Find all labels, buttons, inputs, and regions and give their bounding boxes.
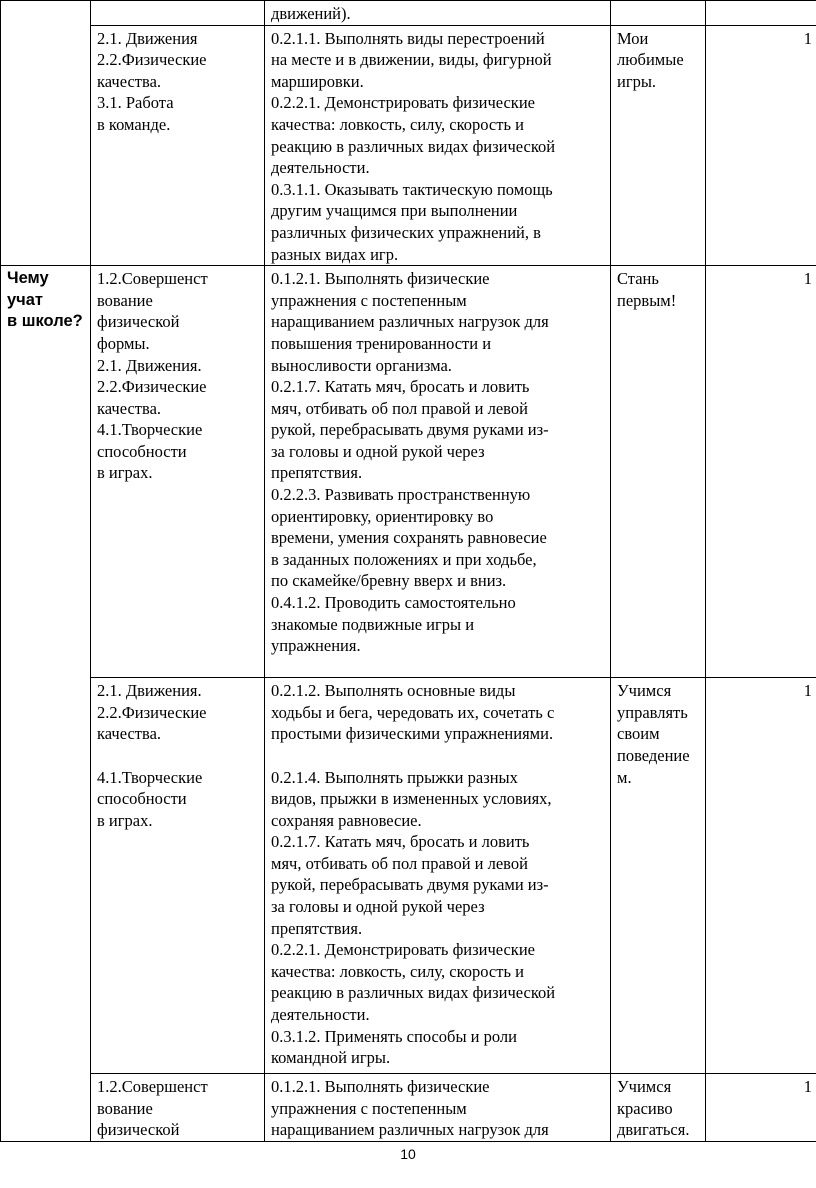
- topic-text: учат: [7, 290, 44, 309]
- hours-cell: [706, 678, 816, 1074]
- objective-text: 0.2.1.1. Выполнять виды перестроений: [271, 28, 545, 48]
- section-text: качества.: [97, 724, 162, 744]
- table-row: [1, 25, 816, 266]
- objective-text: выносливости организма.: [271, 355, 452, 375]
- section-text: качества.: [97, 71, 162, 91]
- lesson-title: своим: [617, 724, 660, 744]
- lesson-cell: [611, 25, 706, 266]
- objective-text: наращиванием различных нагрузок для: [271, 1120, 549, 1140]
- hours-value: 1: [803, 1077, 812, 1097]
- objective-text: разных видах игр.: [271, 244, 399, 264]
- lesson-title: Мои: [617, 28, 649, 48]
- objective-text: 0.2.2.1. Демонстрировать физические: [271, 940, 535, 960]
- objective-text: препятствия.: [271, 463, 363, 483]
- lesson-title: м.: [617, 767, 632, 787]
- objective-text: в заданных положениях и при ходьбе,: [271, 549, 537, 569]
- objective-text: 0.2.1.7. Катать мяч, бросать и ловить: [271, 832, 530, 852]
- table-row: [1, 1, 816, 26]
- section-text: вование: [97, 1098, 153, 1118]
- objective-text: 0.1.2.1. Выполнять физические: [271, 1077, 490, 1097]
- section-text: вование: [97, 290, 153, 310]
- lesson-cell: [611, 1, 706, 26]
- lesson-title: Стань: [617, 269, 659, 289]
- objective-text: [271, 745, 606, 767]
- hours-value: 1: [803, 28, 812, 48]
- section-text: 2.1. Движения: [97, 28, 198, 48]
- lesson-title: поведение: [617, 745, 690, 765]
- section-text: 4.1.Творческие: [97, 420, 203, 440]
- hours-cell: [706, 266, 816, 678]
- objective-text: 0.4.1.2. Проводить самостоятельно: [271, 593, 516, 613]
- objective-text: 0.1.2.1. Выполнять физические: [271, 269, 490, 289]
- table-row: [1, 1074, 816, 1142]
- lesson-cell: [611, 1074, 706, 1142]
- section-text: формы.: [97, 333, 150, 353]
- objective-text: деятельности.: [271, 158, 370, 178]
- section-text: 2.1. Движения.: [97, 355, 202, 375]
- sections-cell: [91, 1074, 265, 1142]
- sections-cell: [91, 678, 265, 1074]
- objectives-cell: [265, 266, 611, 678]
- objective-text: 0.2.1.2. Выполнять основные виды: [271, 681, 516, 701]
- section-text: 2.2.Физические: [97, 50, 207, 70]
- objective-text: видов, прыжки в измененных условиях,: [271, 789, 552, 809]
- section-text: 2.2.Физические: [97, 702, 207, 722]
- table-body: [1, 1, 816, 1142]
- hours-cell: [706, 25, 816, 266]
- lesson-title: любимые: [617, 50, 684, 70]
- objective-text: 0.2.2.1. Демонстрировать физические: [271, 93, 535, 113]
- hours-value: 1: [803, 681, 812, 701]
- objective-text: ориентировку, ориентировку во: [271, 506, 494, 526]
- section-text: в играх.: [97, 463, 153, 483]
- section-text: [97, 745, 260, 767]
- section-text: 1.2.Совершенст: [97, 269, 208, 289]
- objective-text: качества: ловкость, силу, скорость и: [271, 961, 524, 981]
- hours-cell: [706, 1, 816, 26]
- section-text: способности: [97, 441, 187, 461]
- table-row: [1, 266, 816, 678]
- objective-text: препятствия.: [271, 918, 363, 938]
- lesson-title: Учимся: [617, 1077, 672, 1097]
- section-text: физической: [97, 1120, 180, 1140]
- hours-cell: [706, 1074, 816, 1142]
- objective-text: деятельности.: [271, 1005, 370, 1025]
- objectives-cell: [265, 678, 611, 1074]
- section-text: 4.1.Творческие: [97, 767, 203, 787]
- objective-text: повышения тренированности и: [271, 333, 492, 353]
- objective-text: на месте и в движении, виды, фигурной: [271, 50, 552, 70]
- topic-cell: [1, 1, 91, 266]
- sections-cell: [91, 266, 265, 678]
- lesson-cell: [611, 678, 706, 1074]
- section-text: 3.1. Работа: [97, 93, 174, 113]
- topic-text: Чему: [7, 269, 49, 288]
- topic-cell: [1, 266, 91, 1142]
- objectives-cell: [265, 1074, 611, 1142]
- section-text: 1.2.Совершенст: [97, 1077, 208, 1097]
- objective-text: 0.3.1.2. Применять способы и роли: [271, 1026, 517, 1046]
- lesson-title: игры.: [617, 71, 657, 91]
- section-text: 2.1. Движения.: [97, 681, 202, 701]
- objective-text: 0.2.1.4. Выполнять прыжки разных: [271, 767, 518, 787]
- objective-text: реакцию в различных видах физической: [271, 983, 556, 1003]
- page-number: 10: [400, 1146, 416, 1162]
- objective-text: рукой, перебрасывать двумя руками из-: [271, 875, 549, 895]
- lesson-title: Учимся: [617, 681, 672, 701]
- section-text: качества.: [97, 398, 162, 418]
- lesson-title: управлять: [617, 702, 688, 722]
- section-text: физической: [97, 312, 180, 332]
- objective-text: простыми физическими упражнениями.: [271, 724, 554, 744]
- section-text: в команде.: [97, 114, 171, 134]
- hours-value: 1: [803, 269, 812, 289]
- section-text: в играх.: [97, 810, 153, 830]
- objective-text: по скамейке/бревну вверх и вниз.: [271, 571, 507, 591]
- sections-cell: [91, 25, 265, 266]
- objective-text: за головы и одной рукой через: [271, 897, 485, 917]
- objectives-cell: [265, 25, 611, 266]
- lesson-cell: [611, 266, 706, 678]
- objective-text: мяч, отбивать об пол правой и левой: [271, 398, 528, 418]
- lesson-title: красиво: [617, 1098, 673, 1118]
- objective-text: командной игры.: [271, 1048, 391, 1068]
- objective-text: наращиванием различных нагрузок для: [271, 312, 549, 332]
- objective-text: различных физических упражнений, в: [271, 222, 541, 242]
- objective-text: мяч, отбивать об пол правой и левой: [271, 853, 528, 873]
- objective-text: за головы и одной рукой через: [271, 441, 485, 461]
- objective-text: реакцию в различных видах физической: [271, 136, 556, 156]
- objective-text: упражнения с постепенным: [271, 1098, 467, 1118]
- objective-text: другим учащимся при выполнении: [271, 201, 518, 221]
- objective-text: рукой, перебрасывать двумя руками из-: [271, 420, 549, 440]
- objective-text: движений).: [271, 4, 351, 23]
- objective-text: времени, умения сохранять равновесие: [271, 528, 547, 548]
- lesson-title: первым!: [617, 290, 677, 310]
- table-row: [1, 678, 816, 1074]
- objective-text: сохраняя равновесие.: [271, 810, 422, 830]
- objective-text: ходьбы и бега, чередовать их, сочетать с: [271, 702, 555, 722]
- lesson-title: двигаться.: [617, 1120, 690, 1140]
- section-text: способности: [97, 789, 187, 809]
- section-text: 2.2.Физические: [97, 377, 207, 397]
- sections-cell: [91, 1, 265, 26]
- objective-text: маршировки.: [271, 71, 364, 91]
- topic-text: в школе?: [7, 312, 83, 331]
- objective-text: качества: ловкость, силу, скорость и: [271, 114, 524, 134]
- objectives-cell: [265, 1, 611, 26]
- objective-text: 0.3.1.1. Оказывать тактическую помощь: [271, 179, 553, 199]
- objective-text: 0.2.2.3. Развивать пространственную: [271, 485, 531, 505]
- objective-text: упражнения с постепенным: [271, 290, 467, 310]
- objective-text: упражнения.: [271, 636, 361, 656]
- objective-text: 0.2.1.7. Катать мяч, бросать и ловить: [271, 377, 530, 397]
- objective-text: знакомые подвижные игры и: [271, 614, 475, 634]
